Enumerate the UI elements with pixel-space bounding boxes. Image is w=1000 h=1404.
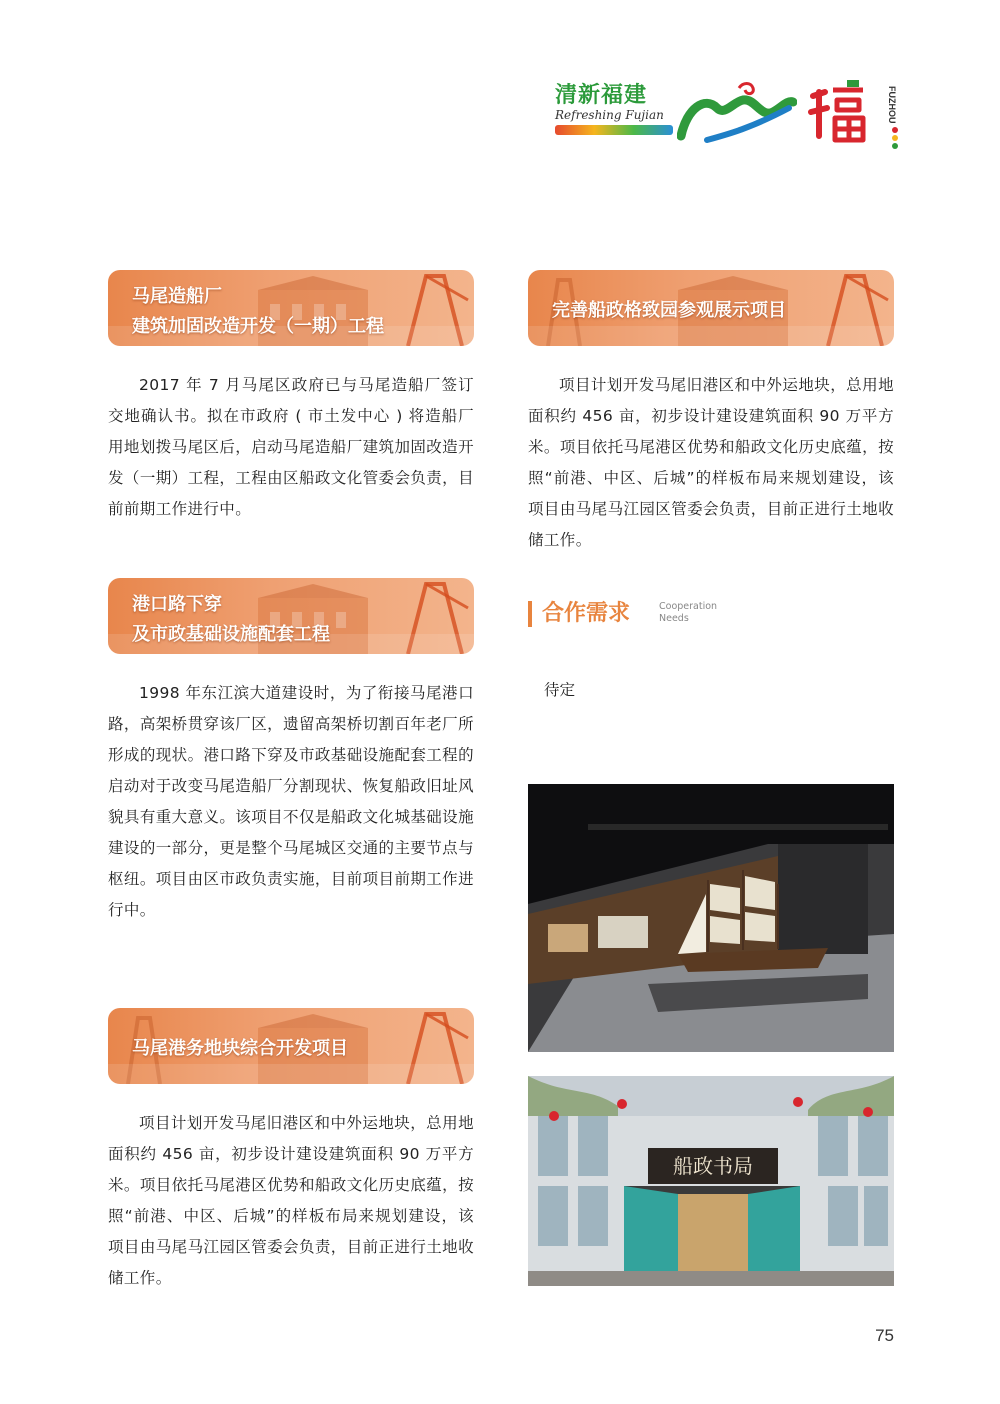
page-number: 75	[875, 1326, 894, 1345]
banner-title-line1: 港口路下穿	[132, 594, 222, 615]
banner-title: 完善船政格致园参观展示项目	[552, 300, 786, 321]
banner-title-line2: 及市政基础设施配套工程	[132, 624, 330, 645]
fuzhou-vertical-logo	[877, 82, 901, 150]
cooperation-content: 待定	[544, 681, 576, 699]
section-banner-shipyard	[108, 270, 474, 346]
section-banner-port-road	[108, 578, 474, 654]
cooperation-title-en	[659, 601, 717, 625]
cooperation-title-en-line2: Needs	[659, 613, 689, 624]
banner-title-line1: 马尾造船厂	[132, 286, 222, 307]
cooperation-title-zh: 合作需求	[542, 601, 631, 626]
header-logos	[555, 78, 900, 150]
section-banner-gezhi-garden	[528, 270, 894, 346]
section-body-shipyard: 2017 年 7 月马尾区政府已与马尾造船厂签订交地确认书。拟在市政府 ( 市土发中心 ) 将造船厂用地划拨马尾区后，启动马尾造船厂建筑加固改造开发（一期）工程，工程由区船政文化管委会负责，目前前期工作进行中。	[108, 376, 474, 518]
logo-title: 清新福建	[555, 83, 648, 108]
logo-subtitle: Refreshing Fujian	[555, 108, 664, 122]
section-banner-port-land	[108, 1008, 474, 1084]
bookstore-sign: 船政书局	[673, 1154, 753, 1178]
cooperation-title-en-line1: Cooperation	[659, 601, 718, 612]
exhibition-hall-photo	[528, 784, 894, 1052]
bookstore-facade-photo	[528, 1076, 894, 1286]
section-body-port-land: 项目计划开发马尾旧港区和中外运地块，总用地面积约 456 亩，初步设计建设建筑面积 90 万平方米。项目依托马尾港区优势和船政文化历史底蕴，按照“前港、中区、后城”的样板布局来规划建设，该项目由马尾马江园区管委会负责，目前正进行土地收储工作。	[108, 1114, 474, 1287]
fuzhou-text: FUZHOU	[887, 86, 897, 124]
heading-accent-bar	[528, 601, 532, 627]
mountain-river-logo	[677, 78, 797, 150]
banner-title-line2: 建筑加固改造开发（一期）工程	[132, 316, 384, 337]
fu-character-logo	[801, 78, 873, 150]
refreshing-fujian-logo	[555, 84, 677, 146]
banner-title: 马尾港务地块综合开发项目	[132, 1038, 348, 1059]
section-body-port-road: 1998 年东江滨大道建设时，为了衔接马尾港口路，高架桥贯穿该厂区，遗留高架桥切割百年老厂所形成的现状。港口路下穿及市政基础设施配套工程的启动对于改变马尾造船厂分割现状、恢复船政旧址风貌具有重大意义。该项目不仅是船政文化城基础设施建设的一部分，更是整个马尾城区交通的主要节点与枢纽。项目由区市政负责实施，目前项目前期工作进行中。	[108, 684, 474, 919]
logo-color-band	[555, 125, 673, 135]
section-body-gezhi-garden: 项目计划开发马尾旧港区和中外运地块，总用地面积约 456 亩，初步设计建设建筑面积 90 万平方米。项目依托马尾港区优势和船政文化历史底蕴，按照“前港、中区、后城”的样板布局来规划建设，该项目由马尾马江园区管委会负责，目前正进行土地收储工作。	[528, 376, 894, 549]
